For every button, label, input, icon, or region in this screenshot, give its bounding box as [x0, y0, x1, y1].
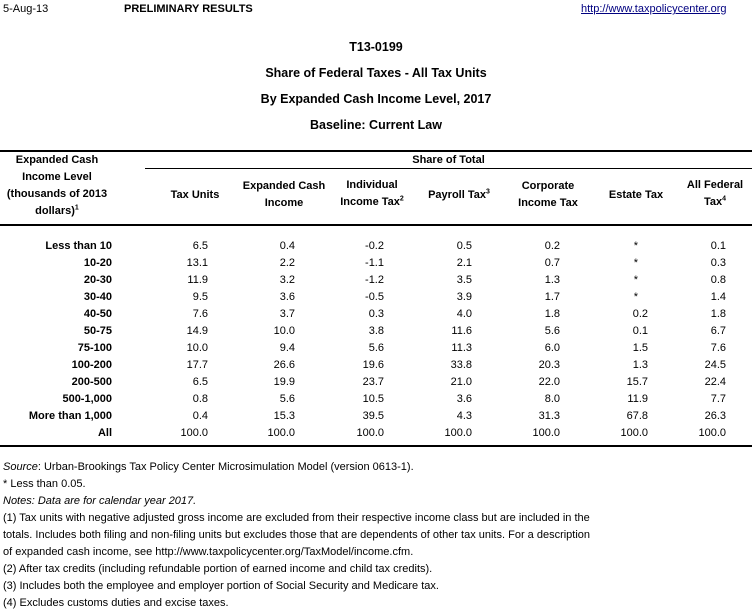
status-label: PRELIMINARY RESULTS — [124, 3, 253, 15]
table-bottom-rule — [0, 445, 752, 447]
table-cell: 8.0 — [544, 393, 560, 405]
table-id: T13-0199 — [349, 40, 403, 54]
col-header-expanded-cash-income: Expanded Cash Income — [242, 180, 326, 209]
table-cell: 0.2 — [632, 308, 648, 320]
table-cell: 6.7 — [710, 325, 726, 337]
table-cell: -0.5 — [365, 291, 384, 303]
table-cell: * — [633, 240, 638, 252]
table-cell: 2.1 — [456, 257, 472, 269]
table-cell: 23.7 — [362, 376, 384, 388]
table-cell: 9.5 — [192, 291, 208, 303]
table-cell: 3.7 — [279, 308, 295, 320]
table-cell: 9.4 — [279, 342, 295, 354]
table-cell: 7.6 — [710, 342, 726, 354]
page-subtitle: By Expanded Cash Income Level, 2017 — [260, 92, 492, 106]
table-cell: 6.5 — [192, 240, 208, 252]
table-cell: 39.5 — [362, 410, 384, 422]
table-cell: 3.5 — [456, 274, 472, 286]
row-label: 30-40 — [83, 291, 112, 303]
table-cell: 31.3 — [538, 410, 560, 422]
row-label: All — [97, 427, 112, 439]
footnote-4: (4) Excludes customs duties and excise taxes. — [3, 597, 229, 609]
table-cell: 5.6 — [368, 342, 384, 354]
table-cell: 4.0 — [456, 308, 472, 320]
col-header-estate-tax: Estate Tax — [608, 189, 664, 201]
table-cell: 0.3 — [710, 257, 726, 269]
table-cell: 0.7 — [544, 257, 560, 269]
table-cell: 3.8 — [368, 325, 384, 337]
table-cell: 19.6 — [362, 359, 384, 371]
table-cell: 3.9 — [456, 291, 472, 303]
footnote-1: (1) Tax units with negative adjusted gross income are excluded from their respective income class but are included in the — [3, 512, 590, 524]
less-than-note: * Less than 0.05. — [3, 478, 86, 490]
source-note: Source: Urban-Brookings Tax Policy Center Microsimulation Model (version 0613-1). — [3, 461, 414, 473]
row-label: 500-1,000 — [62, 393, 112, 405]
table-cell: 100.0 — [356, 427, 384, 439]
table-cell: 100.0 — [698, 427, 726, 439]
col-header-individual-income-tax: Individual Income Tax$^2$ — [340, 179, 404, 208]
table-cell: 15.3 — [273, 410, 295, 422]
footnote-3: (3) Includes both the employee and employer portion of Social Security and Medicare tax. — [3, 580, 439, 592]
notes-line: Notes: Data are for calendar year 2017. — [3, 495, 197, 507]
row-label: More than 1,000 — [28, 410, 112, 422]
tpc-website-link[interactable]: http://www.taxpolicycenter.org — [581, 3, 727, 15]
table-cell: -0.2 — [365, 240, 384, 252]
table-cell: 3.6 — [279, 291, 295, 303]
row-label: 50-75 — [83, 325, 112, 337]
table-cell: -1.2 — [365, 274, 384, 286]
table-cell: 67.8 — [626, 410, 648, 422]
table-cell: 11.6 — [451, 325, 472, 337]
table-cell: 4.3 — [456, 410, 472, 422]
table-cell: 3.6 — [456, 393, 472, 405]
row-header-line: Expanded Cash — [15, 154, 99, 166]
table-cell: 10.5 — [362, 393, 384, 405]
col-header-tax-units: Tax Units — [170, 189, 220, 201]
table-cell: 11.9 — [627, 393, 648, 405]
table-cell: 1.8 — [710, 308, 726, 320]
page-title: Share of Federal Taxes - All Tax Units — [265, 66, 487, 80]
table-cell: 3.2 — [279, 274, 295, 286]
table-cell: 2.2 — [279, 257, 295, 269]
table-cell: 100.0 — [444, 427, 472, 439]
table-cell: 15.7 — [626, 376, 648, 388]
table-cell: 1.7 — [544, 291, 560, 303]
table-cell: 26.3 — [704, 410, 726, 422]
table-cell: 7.6 — [192, 308, 208, 320]
row-header-line: dollars)$^1$ — [35, 204, 79, 217]
table-cell: 10.0 — [273, 325, 295, 337]
table-cell: 24.5 — [704, 359, 726, 371]
table-cell: 1.3 — [632, 359, 648, 371]
table-cell: -1.1 — [365, 257, 384, 269]
table-cell: 11.9 — [187, 274, 208, 286]
table-cell: 0.4 — [192, 410, 208, 422]
table-cell: 33.8 — [450, 359, 472, 371]
col-header-all-federal-tax: All Federal Tax$^4$ — [686, 179, 744, 208]
table-cell: 11.3 — [451, 342, 472, 354]
row-label: 100-200 — [71, 359, 112, 371]
table-cell: * — [633, 257, 638, 269]
footnote-1-cont: totals. Includes both filing and non-filing units but excludes those that are dependents of other tax units. For a description — [3, 529, 591, 541]
table-cell: 0.1 — [710, 240, 726, 252]
table-cell: 14.9 — [186, 325, 208, 337]
table-cell: 0.5 — [456, 240, 472, 252]
table-cell: 13.1 — [186, 257, 208, 269]
table-cell: 6.0 — [544, 342, 560, 354]
table-cell: 19.9 — [273, 376, 295, 388]
row-label: 10-20 — [83, 257, 112, 269]
table-cell: 1.8 — [544, 308, 560, 320]
col-header-corporate-income-tax: Corporate Income Tax — [518, 180, 578, 209]
table-cell: 22.4 — [704, 376, 726, 388]
table-cell: 26.6 — [273, 359, 295, 371]
table-cell: 0.4 — [279, 240, 295, 252]
footnote-1-cont: of expanded cash income, see http://www.taxpolicycenter.org/TaxModel/income.cfm. — [3, 546, 414, 558]
table-cell: 5.6 — [279, 393, 295, 405]
table-cell: 0.8 — [710, 274, 726, 286]
table-cell: 100.0 — [180, 427, 208, 439]
baseline-label: Baseline: Current Law — [310, 118, 442, 132]
table-cell: * — [633, 291, 638, 303]
table-cell: 100.0 — [267, 427, 295, 439]
table-cell: * — [633, 274, 638, 286]
table-cell: 1.3 — [544, 274, 560, 286]
table-cell: 6.5 — [192, 376, 208, 388]
table-cell: 7.7 — [710, 393, 726, 405]
report-date: 5-Aug-13 — [3, 3, 49, 15]
table-cell: 100.0 — [620, 427, 648, 439]
row-header-line: (thousands of 2013 — [6, 188, 108, 200]
row-header — [0, 152, 114, 220]
row-label: Less than 10 — [45, 240, 112, 252]
table-cell: 0.1 — [632, 325, 648, 337]
table-cell: 0.3 — [368, 308, 384, 320]
table-cell: 10.0 — [186, 342, 208, 354]
table-cell: 0.2 — [544, 240, 560, 252]
group-header-rule — [145, 168, 752, 169]
table-cell: 100.0 — [532, 427, 560, 439]
row-label: 40-50 — [83, 308, 112, 320]
row-label: 75-100 — [77, 342, 112, 354]
table-cell: 5.6 — [544, 325, 560, 337]
table-cell: 22.0 — [538, 376, 560, 388]
header-bottom-rule — [0, 224, 752, 226]
table-cell: 17.7 — [186, 359, 208, 371]
col-header-payroll-tax: Payroll Tax$^3$ — [428, 188, 490, 201]
share-of-total-header: Share of Total — [412, 154, 485, 166]
row-label: 200-500 — [71, 376, 112, 388]
table-cell: 0.8 — [192, 393, 208, 405]
footnote-2: (2) After tax credits (including refundable portion of earned income and child tax credits). — [3, 563, 433, 575]
table-cell: 1.5 — [632, 342, 648, 354]
table-cell: 1.4 — [710, 291, 726, 303]
table-cell: 20.3 — [538, 359, 560, 371]
table-cell: 21.0 — [450, 376, 472, 388]
row-header-line: Income Level — [22, 171, 92, 183]
row-label: 20-30 — [83, 274, 112, 286]
